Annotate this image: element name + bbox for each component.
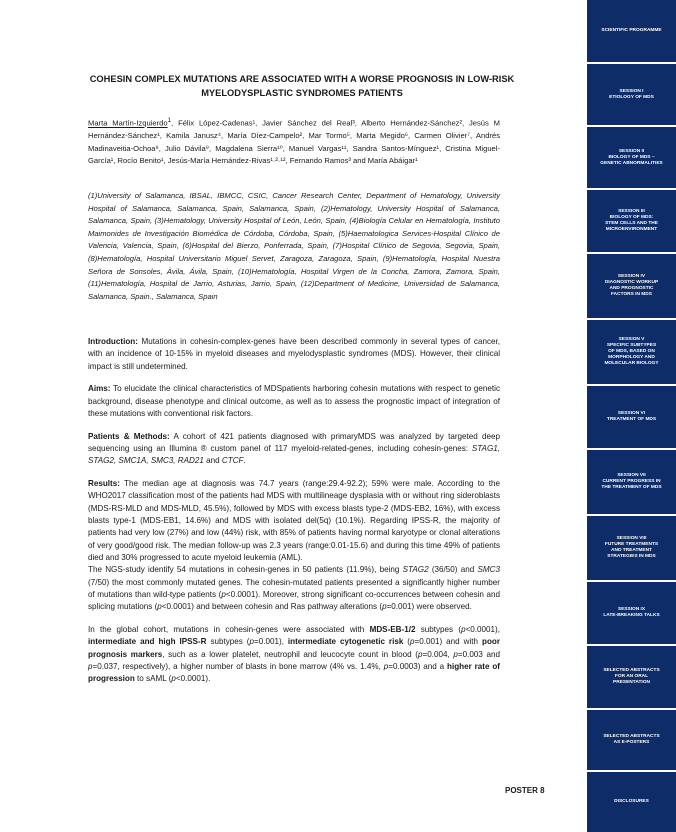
nav-selected-oral[interactable] [587, 646, 676, 708]
p-value-symbol: p [382, 602, 387, 612]
results-paragraph [88, 478, 500, 613]
nav-scientific-programme[interactable] [587, 0, 676, 62]
global-text: =0.001) and with [414, 637, 482, 647]
p-value-symbol: p [171, 674, 176, 684]
global-text: , such as a lower platelet, neutrophil and leucocyte count in blood ( [162, 649, 418, 659]
nav-label: SELECTED ABSTRACTS FOR AN ORAL PRESENTATION [603, 668, 660, 685]
p-value-symbol: p [88, 661, 93, 671]
global-text: to sAML ( [134, 674, 172, 684]
introduction-label: Introduction: [88, 337, 138, 346]
nav-session-7[interactable] [587, 450, 676, 514]
global-cohort-paragraph [88, 624, 500, 685]
nav-session-1[interactable] [587, 64, 676, 125]
methods-and: and [203, 456, 222, 466]
nav-label: SESSION VII CURRENT PROGRESS IN THE TREATMENT OF MDS [601, 473, 662, 490]
introduction-text: Mutations in cohesin-complex-genes have been described commonly in several types of cancer, with an incidence of 10-15% in myeloid diseases and myelodysplastic syndromes (MDS). However, their clinical impact is still undetermined. [88, 337, 500, 371]
results-label: Results: [88, 479, 120, 489]
p-value-symbol: p [410, 637, 415, 647]
abstract-body [88, 336, 500, 696]
results-text-2c: (7/50) the most commonly mutated genes. The cohesin-mutated patients presented a significantly higher number of mutations than wild-type patients ( [88, 577, 500, 599]
p-value-symbol: p [221, 589, 226, 599]
methods-genes: STAG1, STAG2, SMC1A, SMC3, RAD21 [88, 444, 500, 466]
results-gene-stag2: STAG2 [402, 565, 429, 575]
nav-label: SESSION VI TREATMENT OF MDS [606, 411, 657, 422]
p-value-symbol: p [417, 649, 423, 659]
global-text: ( [403, 637, 411, 647]
nav-disclosures[interactable] [587, 772, 676, 832]
p-value-symbol: p [383, 661, 389, 671]
results-text-2d: <0.0001). Moreover, strong significant co-occurrences between cohesin and splicing mutations ( [88, 589, 500, 612]
aims-paragraph [88, 383, 500, 420]
results-text-2f: =0.001) were observed. [386, 602, 472, 612]
author-list [88, 115, 500, 168]
methods-end: . [243, 456, 246, 466]
other-authors: , Félix López-Cadenas¹, Javier Sánchez del Real³, Alberto Hernández-Sánchez², Jesús M Hernández-Sánchez¹, Kamila Janusz⁴, María Díez-Campelo², Mar Tormo⁵, Marta Megido⁶, Carmen Olivier⁷, Andrés Madinaveitia-Ochoa⁸, Julio Dávila⁹, Magdalena Sierra¹⁰, Manuel Vargas¹¹, Sandra Santos-Mínguez¹, Cristina Miguel-García¹, Rocío Benito¹, Jesús-María Hernández-Rivas¹·²·¹², Fernando Ramos³ and María Abáigar¹ [88, 118, 500, 166]
section-nav-sidebar [587, 0, 676, 832]
p-value-symbol: p [157, 602, 162, 612]
methods-gene-last: CTCF [221, 456, 244, 466]
global-text: =0.003 and [457, 649, 501, 659]
global-text: subtypes ( [206, 637, 250, 647]
poster-number: POSTER 8 [505, 786, 545, 795]
aims-text: To elucidate the clinical characteristics of MDSpatients harboring cohesin mutations with respect to genetic background, disease phenotype and clinical outcome, as well as to assess the prognostic impact of integration of these mutations with conventional risk factors. [88, 384, 500, 418]
p-value-symbol: p [453, 649, 458, 659]
nav-label: SELECTED ABSTRACTS AS E-POSTERS [603, 734, 660, 745]
results-text-2b: (36/50) and [428, 565, 478, 575]
nav-label: SESSION IV DIAGNOSTIC WORKUP AND PROGNOSTIC FACTORS IN MDS [604, 274, 659, 297]
global-bold: poor prognosis markers [88, 637, 500, 659]
global-bold: higher rate of progression [88, 661, 500, 684]
nav-session-6[interactable] [587, 386, 676, 448]
p-value-symbol: p [249, 637, 255, 647]
global-text: =0.001), [254, 637, 288, 647]
global-bold: MDS-EB-1/2 [369, 624, 416, 634]
nav-session-9[interactable] [587, 582, 676, 644]
methods-paragraph [88, 431, 500, 468]
nav-selected-eposters[interactable] [587, 710, 676, 770]
methods-label: Patients & Methods: [88, 431, 170, 441]
nav-session-8[interactable] [587, 516, 676, 580]
nav-label: SCIENTIFIC PROGRAMME [601, 28, 662, 33]
results-gene-smc3: SMC3 [477, 565, 500, 575]
global-text: =0.037, respectively), a higher number of blasts in bone marrow (4% vs. 1.4%, [92, 661, 384, 671]
global-text: =0.0003) and a [388, 661, 448, 671]
global-text: <0.0001). [175, 674, 211, 684]
first-author-sup: 1 [167, 117, 172, 124]
global-bold: intermediate and high IPSS-R [88, 637, 207, 647]
introduction-paragraph [88, 336, 500, 373]
global-text: In the global cohort, mutations in cohesin-genes were associated with [88, 624, 370, 634]
results-text-1: The median age at diagnosis was 74.7 years (range:29.4-92.2); 59% were male. According to the WHO2017 classification most of the patients had MDS with multilineage dysplasia with or without ring sideroblasts (MDS-RS-MLD and MDS-MLD, 45.5%), followed by MDS with excess blasts type-2 (MDS-EB2, 16%), with excess blasts type-1 (MDS-EB1, 14.6%) and MDS with isolated del(5q) (10.1%). Regarding IPSS-R, the majority of patients had very low (27%) and low (44%) risk, with 85% of patients having normal karyotype or clonal alterations of very good/good risk. The median follow-up was 2.3 years (range:0.01-15.6) and during this time 49% of patients died and 30% progressed to acute myeloid leukemia (AML). [88, 479, 500, 562]
nav-session-2[interactable] [587, 127, 676, 188]
global-bold: intermediate cytogenetic risk [287, 637, 404, 647]
methods-text: A cohort of 421 patients diagnosed with primaryMDS was analyzed by targeted deep sequencing using an Illumina ® custom panel of 117 myeloid-related-genes, including cohesin-genes: [88, 431, 500, 454]
affiliations: (1)University of Salamanca, IBSAL, IBMCC, CSIC, Cancer Research Center, Department of Hematology, University Hospital of Salamanca, Salamanca, Spain, Salamanca, Spain, (2)Hematology, University Hospital of Salamanca, Salamanca, Spain, (3)Hematology, University Hospital of León, León, Spain, (4)Biología Celular en Hematología, Instituto Maimonides de Investigación Biomédica de Córdoba, Córdoba, Spain, (5)Haematologica Services-Hospital Clínico de Valencia, Valencia, Spain, (6)Hospital del Bierzo, Ponferrada, Spain, (7)Hospital Clínico de Segovia, Segovia, Spain, (8)Hematología, Hospital Universitario Miguel Servet, Zaragoza, Zaragoza, Spain, (9)Hematología, Hospital Nuestra Señora de Sonsoles, Ávila, Ávila, Spain, (10)Hematología, Hospital Virgen de la Concha, Zamora, Zamora, Spain, (11)Hematología, Hospital de Jarrio, Asturias, Jarrio, Spain, (12)Department of Medicine, Universidad de Salamanca, Salamanca, Spain., Salamanca, Spain [88, 191, 500, 301]
global-text: =0.004, [422, 649, 454, 659]
aims-label: Aims: [88, 384, 111, 394]
nav-label: DISCLOSURES [614, 799, 649, 804]
global-text: subtypes ( [415, 624, 462, 634]
results-text-2a: The NGS-study identify 54 mutations in cohesin-genes in 50 patients (11.9%), being [88, 565, 403, 575]
nav-session-4[interactable] [587, 254, 676, 318]
nav-session-5[interactable] [587, 320, 676, 384]
nav-label: SESSION I ETIOLOGY OF MDS [609, 88, 654, 100]
nav-label: SESSION V SPECIFIC SUBTYPES OF MDS, BASED ON MORPHOLOGY AND MOLECULAR BIOLOGY [604, 337, 659, 366]
nav-label: SESSION III BIOLOGY OF MDS: STEM CELLS AND THE MICROENVIRONMENT [605, 209, 658, 232]
nav-label: SESSION IX LATE-BREAKING TALKS [603, 607, 660, 618]
abstract-title: COHESIN COMPLEX MUTATIONS ARE ASSOCIATED WITH A WORSE PROGNOSIS IN LOW-RISK MYELODYSPLASTIC SYNDROMES PATIENTS [89, 74, 515, 98]
p-value-symbol: p [461, 624, 466, 634]
results-text-2e: <0.0001) and between cohesin and Ras pathway alterations ( [161, 602, 383, 612]
nav-label: SESSION VIII FUTURE TREATMENTS AND TREATMENT STRATEGIES IN MDS [604, 536, 659, 559]
first-author: Marta Martín-Izquierdo [88, 118, 168, 128]
global-text: <0.0001), [465, 624, 501, 634]
nav-label: SESSION II BIOLOGY OF MDS – GENETIC ABNORMALITIES [600, 148, 663, 166]
nav-session-3[interactable] [587, 190, 676, 252]
